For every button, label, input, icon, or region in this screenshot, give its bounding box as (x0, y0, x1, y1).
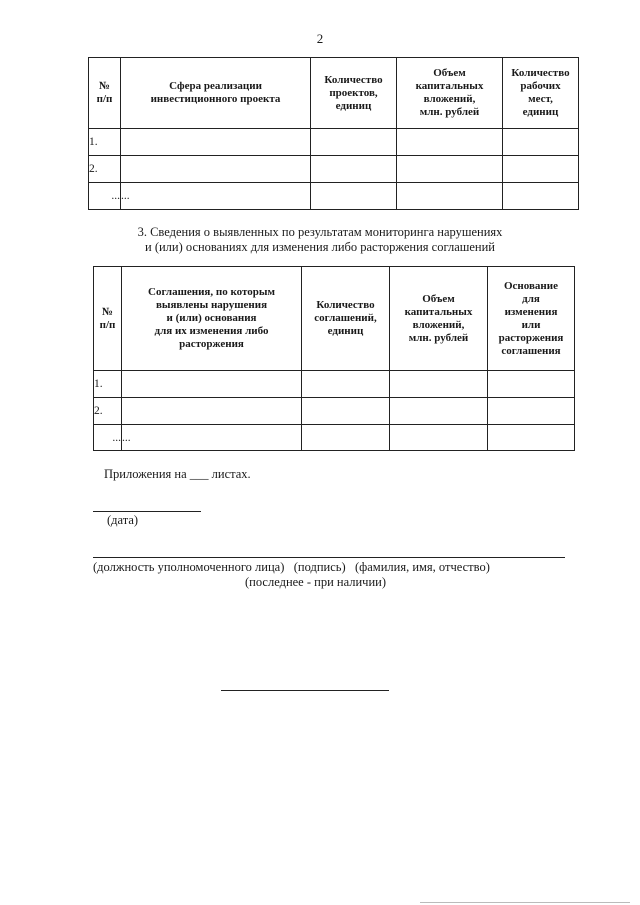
header-basis: Основание для изменения или расторжения соглашения (488, 267, 575, 371)
section-3-title-line-1: 3. Сведения о выявленных по результатам мониторинга нарушениях (137, 225, 503, 239)
signature-line (93, 557, 565, 558)
cell (390, 398, 488, 425)
cell (302, 398, 390, 425)
investment-table (88, 57, 579, 210)
table-header-row (89, 58, 579, 129)
table-row (89, 156, 579, 183)
cell (488, 398, 575, 425)
cell (121, 156, 311, 183)
table-row (89, 129, 579, 156)
header-capital: Объем капитальных вложений, млн. рублей (397, 58, 503, 129)
table-row (94, 398, 575, 425)
cell (311, 156, 397, 183)
bottom-edge-line (420, 902, 630, 903)
cell (397, 156, 503, 183)
header-num: № п/п (89, 58, 121, 129)
section-3-title-line-2: и (или) основаниях для изменения либо расторжения соглашений (145, 240, 495, 254)
header-agreements: Соглашения, по которым выявлены нарушения и (или) основания для их изменения либо расторжения (122, 267, 302, 371)
signature-note: (последнее - при наличии) (245, 575, 386, 589)
header-capital: Объем капитальных вложений, млн. рублей (390, 267, 488, 371)
cell (503, 156, 579, 183)
header-sphere: Сфера реализации инвестиционного проекта (121, 58, 311, 129)
row-number: 1. (89, 129, 121, 156)
cell (503, 129, 579, 156)
row-number: ... (94, 425, 122, 451)
cell (390, 425, 488, 451)
table-row (89, 183, 579, 210)
row-number: ... (89, 183, 121, 210)
cell (122, 371, 302, 398)
attachments-text: Приложения на ___ листах. (104, 467, 251, 481)
cell (302, 371, 390, 398)
header-count: Количество соглашений, единиц (302, 267, 390, 371)
cell (302, 425, 390, 451)
signature-caption: (должность уполномоченного лица) (подпись) (фамилия, имя, отчество) (93, 560, 490, 574)
cell (397, 129, 503, 156)
cell (122, 398, 302, 425)
date-label: (дата) (107, 513, 139, 527)
cell: ... (122, 425, 302, 451)
cell (121, 129, 311, 156)
cell: ... (121, 183, 311, 210)
closing-divider (221, 690, 389, 691)
cell (397, 183, 503, 210)
table-header-row (94, 267, 575, 371)
header-num: № п/п (94, 267, 122, 371)
cell (488, 371, 575, 398)
table-row (94, 371, 575, 398)
header-jobs: Количество рабочих мест, единиц (503, 58, 579, 129)
row-number: 1. (94, 371, 122, 398)
cell (488, 425, 575, 451)
cell (311, 183, 397, 210)
cell (390, 371, 488, 398)
date-line (93, 511, 201, 512)
table-row (94, 425, 575, 451)
header-projects: Количество проектов, единиц (311, 58, 397, 129)
violations-table (93, 266, 575, 451)
cell (311, 129, 397, 156)
row-number: 2. (89, 156, 121, 183)
row-number: 2. (94, 398, 122, 425)
page-number: 2 (316, 31, 324, 46)
cell (503, 183, 579, 210)
